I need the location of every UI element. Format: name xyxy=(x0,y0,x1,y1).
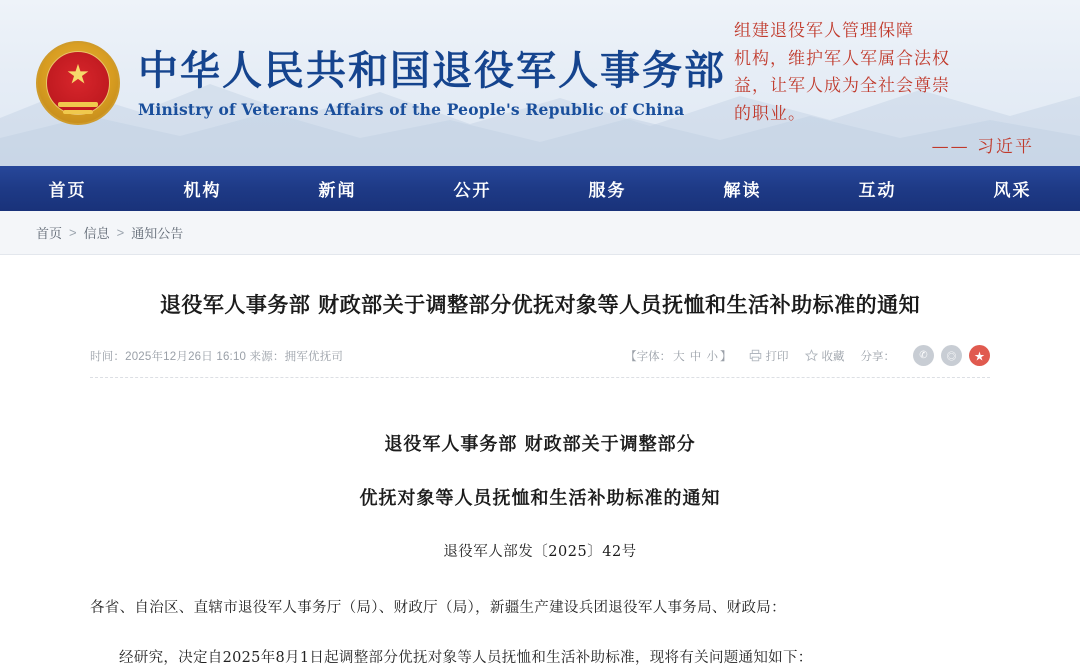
breadcrumb-separator: > xyxy=(69,225,77,240)
font-size-large[interactable]: 大 xyxy=(673,350,685,363)
wechat-share-icon[interactable]: ✆ xyxy=(913,345,934,366)
breadcrumb-item-home[interactable]: 首页 xyxy=(36,226,63,241)
document-number: 退役军人部发〔2025〕42号 xyxy=(443,544,637,560)
favorite-button[interactable] xyxy=(805,348,845,364)
national-emblem-icon: ★ xyxy=(36,41,120,125)
font-size-small[interactable]: 小 xyxy=(706,350,718,363)
site-masthead xyxy=(0,0,1080,166)
slogan-line-2: 机构，维护军人军属合法权 xyxy=(734,48,950,69)
document-title-line-2: 优抚对象等人员抚恤和生活补助标准的通知 xyxy=(359,488,721,509)
main-navigation xyxy=(0,166,1080,211)
font-size-prefix: 【字体： xyxy=(625,350,672,363)
favorite-share-icon[interactable]: ★ xyxy=(969,345,990,366)
nav-item-interpret[interactable]: 解读 xyxy=(723,181,762,201)
breadcrumb-separator: > xyxy=(116,225,125,240)
document-paragraph-addressee: 各省、自治区、直辖市退役军人事务厅（局）、财政厅（局），新疆生产建设兵团退役军人事务局、财政局： xyxy=(90,600,786,616)
site-title-block xyxy=(138,47,726,120)
site-title-en: Ministry of Veterans Affairs of the People's Republic of China xyxy=(138,100,685,120)
nav-item-showcase[interactable]: 风采 xyxy=(993,181,1032,201)
font-size-suffix: 】 xyxy=(720,350,732,363)
page-title: 退役军人事务部 财政部关于调整部分优抚对象等人员抚恤和生活补助标准的通知 xyxy=(159,292,921,317)
document-paragraph-body: 经研究，决定自2025年8月1日起调整部分优抚对象等人员抚恤和生活补助标准，现将有关问题通知如下： xyxy=(119,649,813,666)
site-title-cn: 中华人民共和国退役军人事务部 xyxy=(138,46,726,94)
slogan-line-1: 组建退役军人管理保障 xyxy=(734,21,914,41)
article-meta-info: 时间：2025年12月26日 16:10 来源：拥军优抚司 xyxy=(90,350,344,363)
nav-item-services[interactable]: 服务 xyxy=(588,181,627,201)
printer-icon xyxy=(749,349,762,362)
article-meta-row xyxy=(90,345,990,378)
weibo-share-icon[interactable]: ◎ xyxy=(941,345,962,366)
slogan-line-3: 益，让军人成为全社会尊崇 xyxy=(734,76,950,97)
share-icon-group xyxy=(913,345,990,366)
nav-item-news[interactable]: 新闻 xyxy=(318,181,357,201)
print-button[interactable] xyxy=(749,348,789,364)
slogan-quote xyxy=(734,18,1034,162)
article-container xyxy=(0,255,1080,672)
font-size-control xyxy=(624,348,732,364)
breadcrumb-item-info[interactable]: 信息 xyxy=(83,226,110,241)
nav-item-disclosure[interactable]: 公开 xyxy=(453,181,492,201)
slogan-line-4: 的职业。 xyxy=(734,103,806,124)
favorite-label: 收藏 xyxy=(821,350,845,363)
breadcrumb-item-notices[interactable]: 通知公告 xyxy=(131,226,184,241)
nav-item-org[interactable]: 机构 xyxy=(183,181,222,201)
share-label: 分享： xyxy=(860,350,895,363)
print-label: 打印 xyxy=(765,350,789,363)
slogan-attribution: —— 习近平 xyxy=(931,137,1034,158)
breadcrumb xyxy=(0,211,1080,255)
star-icon xyxy=(805,349,818,362)
nav-item-home[interactable]: 首页 xyxy=(48,181,87,201)
font-size-medium[interactable]: 中 xyxy=(689,350,702,363)
document-title-line-1: 退役军人事务部 财政部关于调整部分 xyxy=(384,434,696,455)
nav-item-interact[interactable]: 互动 xyxy=(858,181,897,201)
